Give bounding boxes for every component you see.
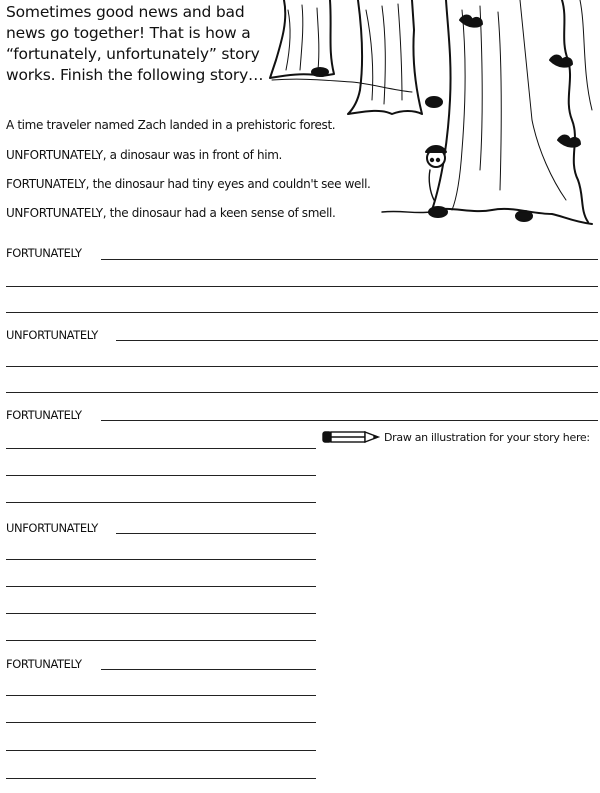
forest-illustration [262, 0, 600, 232]
writing-line[interactable] [6, 750, 316, 751]
drawing-area[interactable] [324, 450, 596, 785]
writing-line[interactable] [116, 533, 316, 534]
writing-line[interactable] [6, 392, 598, 393]
writing-line[interactable] [6, 613, 316, 614]
writing-line[interactable] [6, 722, 316, 723]
intro-text [6, 2, 276, 86]
intro-line: news go together! That is how a [6, 24, 251, 42]
prompt-label: FORTUNATELY [6, 246, 82, 260]
writing-line[interactable] [6, 586, 316, 587]
writing-line[interactable] [6, 695, 316, 696]
pencil-icon [322, 430, 382, 444]
writing-line[interactable] [6, 502, 316, 503]
writing-line[interactable] [6, 778, 316, 779]
writing-line[interactable] [6, 448, 316, 449]
intro-line: Sometimes good news and bad [6, 3, 245, 21]
story-line: FORTUNATELY, the dinosaur had tiny eyes and couldn't see well. [6, 177, 371, 191]
story-line: UNFORTUNATELY, a dinosaur was in front of him. [6, 148, 283, 162]
prompt-label: FORTUNATELY [6, 408, 82, 422]
writing-line[interactable] [6, 286, 598, 287]
illustration-label: Draw an illustration for your story here: [384, 431, 590, 444]
intro-line: “fortunately, unfortunately” story [6, 45, 260, 63]
writing-line[interactable] [101, 669, 316, 670]
prompt-label: UNFORTUNATELY [6, 328, 98, 342]
writing-line[interactable] [6, 559, 316, 560]
prompt-label: UNFORTUNATELY [6, 521, 98, 535]
writing-line[interactable] [6, 475, 316, 476]
writing-line[interactable] [6, 312, 598, 313]
intro-line: works. Finish the following story… [6, 66, 264, 84]
prompt-label: FORTUNATELY [6, 657, 82, 671]
writing-line[interactable] [101, 420, 598, 421]
story-line: UNFORTUNATELY, the dinosaur had a keen sense of smell. [6, 206, 336, 220]
writing-line[interactable] [6, 366, 598, 367]
writing-line[interactable] [116, 340, 598, 341]
writing-line[interactable] [101, 259, 598, 260]
story-line: A time traveler named Zach landed in a prehistoric forest. [6, 118, 336, 132]
writing-line[interactable] [6, 640, 316, 641]
